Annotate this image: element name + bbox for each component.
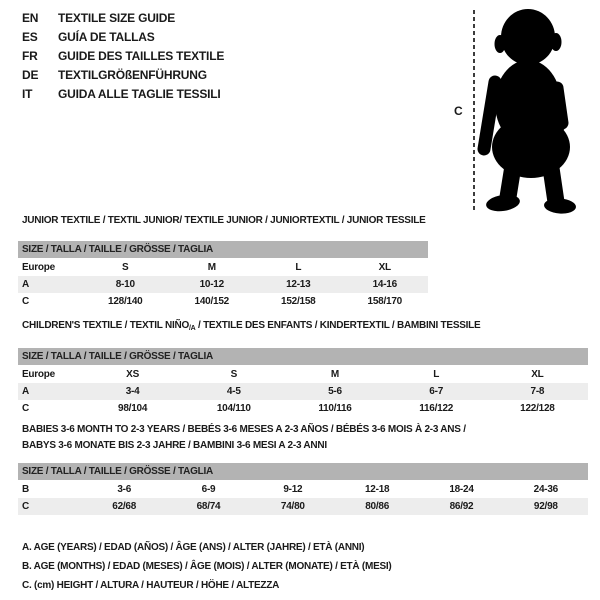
cell: 4-5 — [183, 383, 284, 400]
cell: 68/74 — [166, 498, 250, 515]
cell: 104/110 — [216, 403, 251, 414]
lang-code: ES — [22, 29, 38, 44]
title-text: / TEXTILE DES ENFANTS / KINDERTEXTIL / BAMBINI TESSILE — [195, 320, 481, 331]
lang-row-it — [22, 84, 224, 103]
row-label: A — [18, 383, 82, 400]
cell: 122/128 — [520, 403, 555, 414]
cell: 6-9 — [201, 484, 216, 495]
cell: 62/68 — [82, 498, 166, 515]
cell: XL — [531, 369, 544, 380]
cell: 9-12 — [283, 484, 303, 495]
title-subscript: /A — [188, 325, 196, 332]
cell: 116/122 — [419, 403, 454, 414]
language-title-block — [22, 8, 224, 103]
lang-label: TEXTILGRÖßENFÜHRUNG — [58, 67, 207, 82]
lang-code: DE — [22, 67, 39, 82]
babies-section-title-line1: BABIES 3-6 MONTH TO 2-3 YEARS / BEBÉS 3-6 MESES A 2-3 AÑOS / BÉBÉS 3-6 MOIS À 2-3 ANS / — [22, 424, 466, 435]
lang-label: GUIDA ALLE TAGLIE TESSILI — [58, 86, 221, 101]
cell: 10-12 — [169, 276, 256, 293]
title-text: CHILDREN'S TEXTILE / TEXTIL NIÑO — [22, 320, 189, 331]
table-row-age — [18, 383, 588, 400]
lang-row-fr — [22, 46, 224, 65]
cell: 3-6 — [117, 484, 132, 495]
cell: XL — [378, 262, 391, 273]
row-label: C — [22, 296, 29, 307]
lang-label: TEXTILE SIZE GUIDE — [58, 10, 176, 25]
children-section-title — [22, 320, 480, 332]
lang-row-de — [22, 65, 224, 84]
lang-row-es — [22, 27, 224, 46]
cell: S — [122, 262, 129, 273]
lang-code: EN — [22, 10, 39, 25]
size-header-label: SIZE / TALLA / TAILLE / GRÖSSE / TAGLIA — [18, 463, 588, 481]
cell: 7-8 — [487, 383, 588, 400]
row-label: Europe — [22, 369, 55, 380]
cell: 74/80 — [251, 498, 335, 515]
table-row-height — [18, 293, 428, 310]
footnote-b: B. AGE (MONTHS) / EDAD (MESES) / ÂGE (MOIS) / ALTER (MONATE) / ETÀ (MESI) — [22, 561, 392, 572]
lang-label: GUIDE DES TAILLES TEXTILE — [58, 48, 225, 63]
cell: 8-10 — [82, 276, 169, 293]
cell: 152/158 — [281, 296, 316, 307]
cell: M — [207, 262, 216, 273]
table-row-age — [18, 276, 428, 293]
lang-label: GUÍA DE TALLAS — [58, 29, 155, 44]
size-header-row — [18, 463, 588, 481]
row-label: C — [22, 403, 29, 414]
cell: 110/116 — [318, 403, 352, 414]
cell: 24-36 — [533, 484, 558, 495]
cell: 86/92 — [419, 498, 503, 515]
lang-row-en — [22, 8, 224, 27]
row-label: A — [18, 276, 82, 293]
cell: 6-7 — [386, 383, 487, 400]
junior-section-title: JUNIOR TEXTILE / TEXTIL JUNIOR/ TEXTILE JUNIOR / JUNIORTEXTIL / JUNIOR TESSILE — [22, 215, 426, 226]
junior-size-table — [18, 241, 428, 310]
toddler-silhouette-icon — [476, 6, 590, 214]
row-label: B — [22, 484, 29, 495]
cell: 3-4 — [82, 383, 183, 400]
lang-code: FR — [22, 48, 38, 63]
cell: 140/152 — [194, 296, 229, 307]
cell: 5-6 — [284, 383, 385, 400]
table-row-height — [18, 498, 588, 515]
table-row-height — [18, 400, 588, 417]
cell: 92/98 — [504, 498, 588, 515]
cell: XS — [126, 369, 140, 380]
table-row-europe — [18, 259, 428, 277]
cell: L — [295, 262, 302, 273]
size-header-row — [18, 348, 588, 366]
lang-code: IT — [22, 86, 33, 101]
row-label: C — [18, 498, 82, 515]
cell: M — [330, 369, 340, 380]
cell: 158/170 — [367, 296, 402, 307]
cell: 128/140 — [108, 296, 143, 307]
footnotes-block — [22, 538, 392, 595]
cell: 98/104 — [118, 403, 148, 414]
babies-size-table — [18, 463, 588, 515]
height-dashed-line — [473, 10, 475, 212]
cell: 18-24 — [449, 484, 474, 495]
children-size-table — [18, 348, 588, 417]
babies-section-title-line2: BABYS 3-6 MONATE BIS 2-3 JAHRE / BAMBINI 3-6 MESI A 2-3 ANNI — [22, 440, 327, 451]
size-header-label: SIZE / TALLA / TAILLE / GRÖSSE / TAGLIA — [18, 241, 428, 259]
cell: 12-18 — [364, 484, 390, 495]
cell: S — [230, 369, 237, 380]
table-row-europe — [18, 366, 588, 384]
footnote-c: C. (cm) HEIGHT / ALTURA / HAUTEUR / HÖHE / ALTEZZA — [22, 580, 280, 591]
cell: 14-16 — [342, 276, 429, 293]
height-measure-label: C — [454, 104, 463, 118]
cell: 12-13 — [255, 276, 342, 293]
size-header-row — [18, 241, 428, 259]
row-label: Europe — [22, 262, 55, 273]
cell: 80/86 — [335, 498, 419, 515]
footnote-a: A. AGE (YEARS) / EDAD (AÑOS) / ÂGE (ANS) / ALTER (JAHRE) / ETÀ (ANNI) — [22, 542, 365, 553]
cell: L — [433, 369, 440, 380]
size-header-label: SIZE / TALLA / TAILLE / GRÖSSE / TAGLIA — [18, 348, 588, 366]
table-row-months — [18, 481, 588, 499]
